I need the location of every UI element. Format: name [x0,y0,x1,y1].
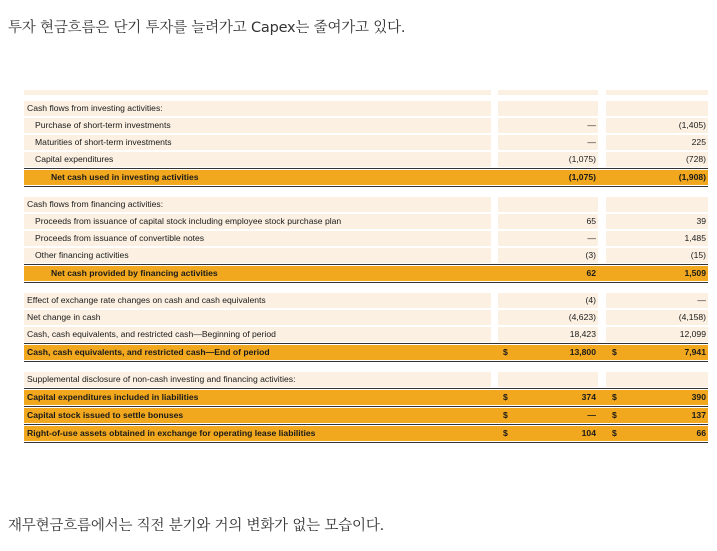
row-label: Other financing activities [35,250,129,260]
row-label: Effect of exchange rate changes on cash and cash equivalents [27,295,266,305]
table-row [24,117,708,134]
currency-symbol: $ [612,392,617,402]
row-label: Maturities of short-term investments [35,137,172,147]
currency-symbol: $ [503,428,508,438]
currency-symbol: $ [503,392,508,402]
value-prior: 1,509 [684,268,706,278]
row-label: Cash, cash equivalents, and restricted cash—End of period [27,347,270,357]
value-prior: 137 [691,410,706,420]
value-current: (1,075) [568,172,596,182]
table-row [24,309,708,326]
table-row [24,292,708,309]
financing-total-row [24,264,708,283]
row-label: Capital stock issued to settle bonuses [27,410,184,420]
row-label: Supplemental disclosure of non-cash investing and financing activities: [27,374,296,384]
row-label: Proceeds from issuance of capital stock including employee stock purchase plan [35,216,342,226]
value-current: 13,800 [569,347,596,357]
supplemental-section-header [24,371,708,388]
value-current: 62 [586,268,596,278]
table-row [24,247,708,264]
value-prior: 7,941 [684,347,706,357]
row-label: Cash, cash equivalents, and restricted cash—Beginning of period [27,329,276,339]
value-prior: 225 [691,137,706,147]
table-row [24,213,708,230]
row-label: Cash flows from financing activities: [27,199,164,209]
value-current: — [587,410,596,420]
row-label: Proceeds from issuance of convertible notes [35,233,205,243]
currency-symbol: $ [612,428,617,438]
investing-total-row [24,168,708,187]
value-current: 18,423 [569,329,596,339]
currency-symbol: $ [612,347,617,357]
value-current: (4,623) [568,312,596,322]
financing-section-header [24,196,708,213]
value-current: (3) [585,250,596,260]
value-current: 65 [586,216,596,226]
value-current: (4) [585,295,596,305]
table-header-band [24,90,708,95]
value-prior: 66 [696,428,706,438]
value-prior: (4,158) [678,312,706,322]
value-prior: (1,405) [678,120,706,130]
value-current: 104 [581,428,596,438]
value-prior: (1,908) [678,172,706,182]
row-label: Cash flows from investing activities: [27,103,163,113]
table-row [24,326,708,343]
supplemental-row [24,388,708,406]
investing-section-header [24,100,708,117]
currency-symbol: $ [612,410,617,420]
supplemental-row [24,424,708,443]
intro-paragraph: 투자 현금흐름은 단기 투자를 늘려가고 Capex는 줄여가고 있다. [8,20,406,36]
table-row [24,134,708,151]
value-current: — [587,137,596,147]
value-prior: 12,099 [679,329,706,339]
currency-symbol: $ [503,410,508,420]
table-row [24,230,708,247]
currency-symbol: $ [503,347,508,357]
row-label: Net cash used in investing activities [51,172,199,182]
value-prior: (728) [685,154,706,164]
value-current: — [587,233,596,243]
row-label: Net change in cash [27,312,101,322]
value-prior: 390 [691,392,706,402]
outro-paragraph: 재무현금흐름에서는 직전 분기와 거의 변화가 없는 모습이다. [8,518,385,534]
row-label: Net cash provided by financing activities [51,268,218,278]
value-prior: 1,485 [684,233,706,243]
cash-end-total-row [24,343,708,362]
value-current: 374 [581,392,596,402]
supplemental-row [24,406,708,424]
value-current: — [587,120,596,130]
table-row [24,151,708,168]
row-label: Right-of-use assets obtained in exchange for operating lease liabilities [27,428,316,438]
cash-flow-statement-table [24,90,708,443]
row-label: Purchase of short-term investments [35,120,171,130]
value-current: (1,075) [568,154,596,164]
value-prior: — [697,295,706,305]
row-label: Capital expenditures included in liabilities [27,392,199,402]
value-prior: (15) [690,250,706,260]
value-prior: 39 [696,216,706,226]
row-label: Capital expenditures [35,154,114,164]
